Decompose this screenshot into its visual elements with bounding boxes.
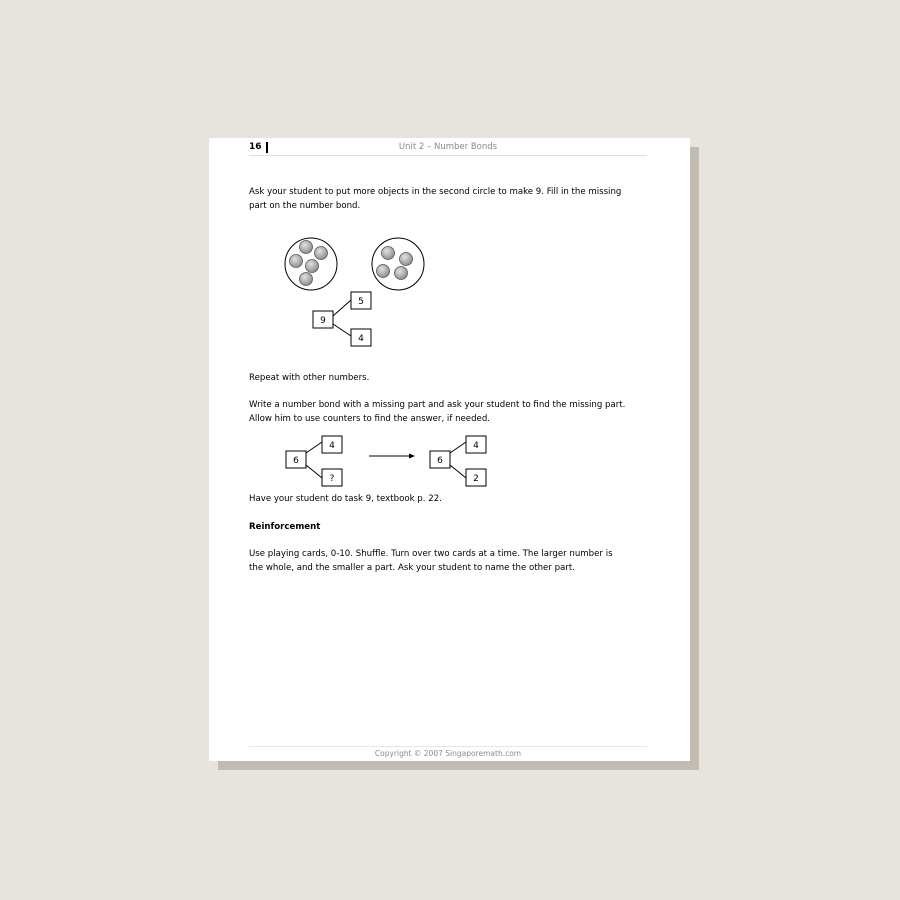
bond-line-bottom — [333, 324, 351, 336]
bond-part-bottom-value: ? — [329, 474, 335, 484]
instruction-1-line-2: part on the number bond. — [249, 200, 361, 211]
instruction-5-line-2: the whole, and the smaller a part. Ask your student to name the other part. — [249, 562, 575, 573]
bond-part-bottom-value: 4 — [358, 334, 364, 344]
bond-part-top-value: 5 — [358, 297, 364, 307]
counter — [290, 255, 303, 268]
counter — [315, 247, 328, 260]
bond-part-bottom-value: 2 — [473, 474, 479, 484]
instruction-3-line-1: Write a number bond with a missing part and ask your student to find the missing part. — [249, 400, 626, 410]
bond-part-top-value: 4 — [329, 441, 335, 451]
missing-part-bond-figure — [284, 434, 504, 494]
instruction-paragraph-5 — [249, 548, 654, 575]
counter — [300, 241, 313, 254]
counter — [382, 247, 395, 260]
document-page — [209, 138, 690, 761]
reinforcement-heading: Reinforcement — [249, 522, 321, 532]
counter — [395, 267, 408, 280]
instruction-paragraph-4: Have your student do task 9, textbook p. 22. — [249, 494, 442, 504]
instruction-3-line-2: Allow him to use counters to find the answer, if needed. — [249, 413, 491, 424]
counter — [400, 253, 413, 266]
bond-line-bottom — [306, 465, 322, 478]
counter — [300, 273, 313, 286]
page-number: 16 — [249, 142, 268, 153]
bond-line-bottom — [450, 465, 466, 478]
bond-line-top — [450, 442, 466, 453]
instruction-paragraph-3 — [249, 399, 654, 426]
bond-part-top-value: 4 — [473, 441, 479, 451]
bond-line-top — [306, 442, 322, 453]
bond-whole-value: 6 — [437, 456, 443, 466]
bond-whole-value: 9 — [320, 316, 326, 326]
page-header — [249, 142, 647, 156]
right-counter-circle — [372, 238, 424, 290]
instruction-paragraph-2: Repeat with other numbers. — [249, 373, 370, 383]
instruction-paragraph-1 — [249, 186, 654, 213]
arrow-icon — [409, 454, 415, 459]
instruction-5-line-1: Use playing cards, 0-10. Shuffle. Turn over two cards at a time. The larger number is — [249, 549, 613, 559]
counters-and-bond-figure — [279, 233, 479, 353]
counter — [306, 260, 319, 273]
bond-whole-value: 6 — [293, 456, 299, 466]
page-footer: Copyright © 2007 Singaporemath.com — [249, 746, 647, 758]
counter — [377, 265, 390, 278]
bond-line-top — [333, 300, 351, 316]
header-title: Unit 2 – Number Bonds — [398, 142, 498, 152]
instruction-1-line-1: Ask your student to put more objects in the second circle to make 9. Fill in the missing — [249, 187, 622, 197]
